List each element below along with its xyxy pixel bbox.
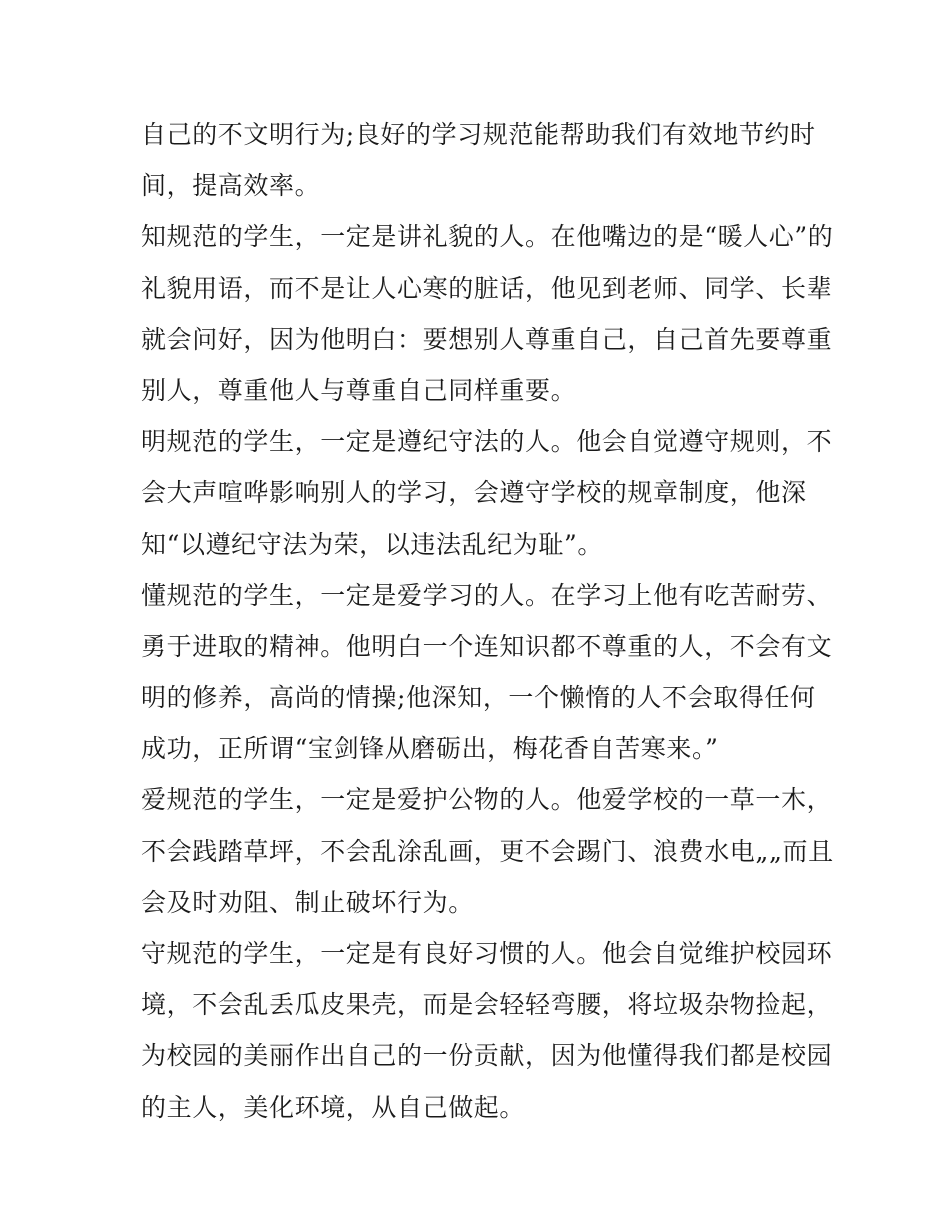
- text-line: 懂规范的学生，一定是爱学习的人。在学习上他有吃苦耐劳、: [141, 580, 833, 610]
- text-line: 不会践踏草坪，不会乱涂乱画，更不会踢门、浪费水电„„而且: [141, 836, 834, 866]
- text-line: 知规范的学生，一定是讲礼貌的人。在他嘴边的是“暖人心”的: [141, 222, 834, 252]
- text-line: 礼貌用语，而不是让人心寒的脏话，他见到老师、同学、长辈: [141, 273, 833, 303]
- text-line: 境，不会乱丢瓜皮果壳，而是会轻轻弯腰，将垃圾杂物捡起，: [141, 990, 833, 1020]
- text-line: 会大声喧哗影响别人的学习，会遵守学校的规章制度，他深: [141, 478, 807, 508]
- text-line: 成功，正所谓“宝剑锋从磨砺出，梅花香自苦寒来。”: [141, 734, 719, 764]
- text-line: 勇于进取的精神。他明白一个连知识都不尊重的人，不会有文: [141, 631, 833, 661]
- text-line: 明规范的学生，一定是遵纪守法的人。他会自觉遵守规则，不: [141, 427, 833, 457]
- text-line: 会及时劝阻、制止破坏行为。: [141, 887, 474, 917]
- text-line: 守规范的学生，一定是有良好习惯的人。他会自觉维护校园环: [141, 939, 833, 968]
- text-line: 爱规范的学生，一定是爱护公物的人。他爱学校的一草一木，: [141, 785, 833, 815]
- text-line: 间，提高效率。: [141, 171, 321, 201]
- text-line: 明的修养，高尚的情操;他深知，一个懒惰的人不会取得任何: [141, 683, 816, 713]
- text-line: 就会问好，因为他明白：要想别人尊重自己，自己首先要尊重: [141, 324, 833, 354]
- text-line: 别人，尊重他人与尊重自己同样重要。: [141, 375, 577, 405]
- text-line: 为校园的美丽作出自己的一份贡献，因为他懂得我们都是校园: [141, 1041, 833, 1071]
- text-line: 知“以遵纪守法为荣，以违法乱纪为耻”。: [141, 529, 603, 559]
- document-body: [141, 109, 834, 1133]
- text-line: 自己的不文明行为;良好的学习规范能帮助我们有效地节约时: [141, 120, 816, 149]
- text-line: 的主人，美化环境，从自己做起。: [141, 1092, 526, 1122]
